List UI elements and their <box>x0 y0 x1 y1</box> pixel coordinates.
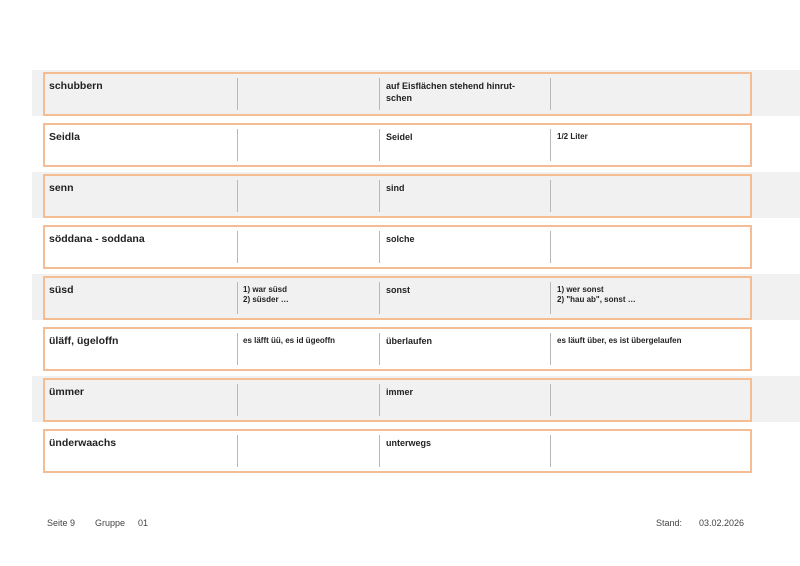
dialect-word: süsd <box>49 284 74 296</box>
column-divider <box>379 333 380 365</box>
column-divider <box>237 231 238 263</box>
dialect-word: ünderwaachs <box>49 437 117 449</box>
column-divider <box>550 435 551 467</box>
standard-meaning: sonst <box>386 285 411 295</box>
column-divider <box>379 282 380 314</box>
dictionary-row <box>43 72 752 116</box>
dialect-word: söddana - soddana <box>49 233 145 245</box>
dictionary-row <box>43 123 752 167</box>
column-divider <box>379 129 380 161</box>
date-value: 03.02.2026 <box>699 518 745 528</box>
column-divider <box>237 333 238 365</box>
dictionary-row <box>43 378 752 422</box>
column-divider <box>550 129 551 161</box>
dictionary-row <box>43 174 752 218</box>
page-number: Seite 9 <box>47 518 76 528</box>
meaning-example-line: 1) wer sonst <box>557 285 604 294</box>
group-label: Gruppe <box>95 518 126 528</box>
column-divider <box>550 384 551 416</box>
dictionary-row <box>43 225 752 269</box>
column-divider <box>550 282 551 314</box>
column-divider <box>237 78 238 110</box>
column-divider <box>379 78 380 110</box>
standard-meaning: überlaufen <box>386 336 433 346</box>
dialect-example <box>243 336 377 346</box>
meaning-example-line: 1/2 Liter <box>557 132 588 141</box>
dialect-word: Seidla <box>49 131 80 143</box>
group-value: 01 <box>138 518 149 528</box>
standard-meaning: unterwegs <box>386 438 432 448</box>
dialect-word: ümmer <box>49 386 85 398</box>
dialect-example-line: 2) süsder … <box>243 295 289 304</box>
meaning-example <box>557 336 747 346</box>
standard-meaning: auf Eisflächen stehend hinrut- schen <box>386 81 516 103</box>
dialect-example <box>243 285 377 305</box>
column-divider <box>237 282 238 314</box>
dictionary-row <box>43 429 752 473</box>
standard-meaning: sind <box>386 183 405 193</box>
standard-meaning: solche <box>386 234 415 244</box>
dialect-example-line: 1) war süsd <box>243 285 288 294</box>
column-divider <box>550 78 551 110</box>
dialect-word: üläff, ügeloffn <box>49 335 119 347</box>
dialect-example-line: es läfft üü, es id ügeoffn <box>243 336 336 345</box>
meaning-example-line: es läuft über, es ist übergelaufen <box>557 336 682 345</box>
column-divider <box>550 333 551 365</box>
column-divider <box>237 129 238 161</box>
dialect-word: senn <box>49 182 74 194</box>
meaning-example-line: 2) "hau ab", sonst … <box>557 295 636 304</box>
standard-meaning: immer <box>386 387 414 397</box>
column-divider <box>379 180 380 212</box>
column-divider <box>379 384 380 416</box>
dialect-word: schubbern <box>49 80 103 92</box>
column-divider <box>379 435 380 467</box>
standard-meaning: Seidel <box>386 132 413 142</box>
meaning-example <box>557 132 747 142</box>
column-divider <box>550 231 551 263</box>
meaning-example <box>557 285 747 305</box>
date-label: Stand: <box>656 518 683 528</box>
column-divider <box>237 180 238 212</box>
column-divider <box>237 384 238 416</box>
dictionary-row <box>43 276 752 320</box>
column-divider <box>550 180 551 212</box>
column-divider <box>379 231 380 263</box>
column-divider <box>237 435 238 467</box>
dictionary-row <box>43 327 752 371</box>
